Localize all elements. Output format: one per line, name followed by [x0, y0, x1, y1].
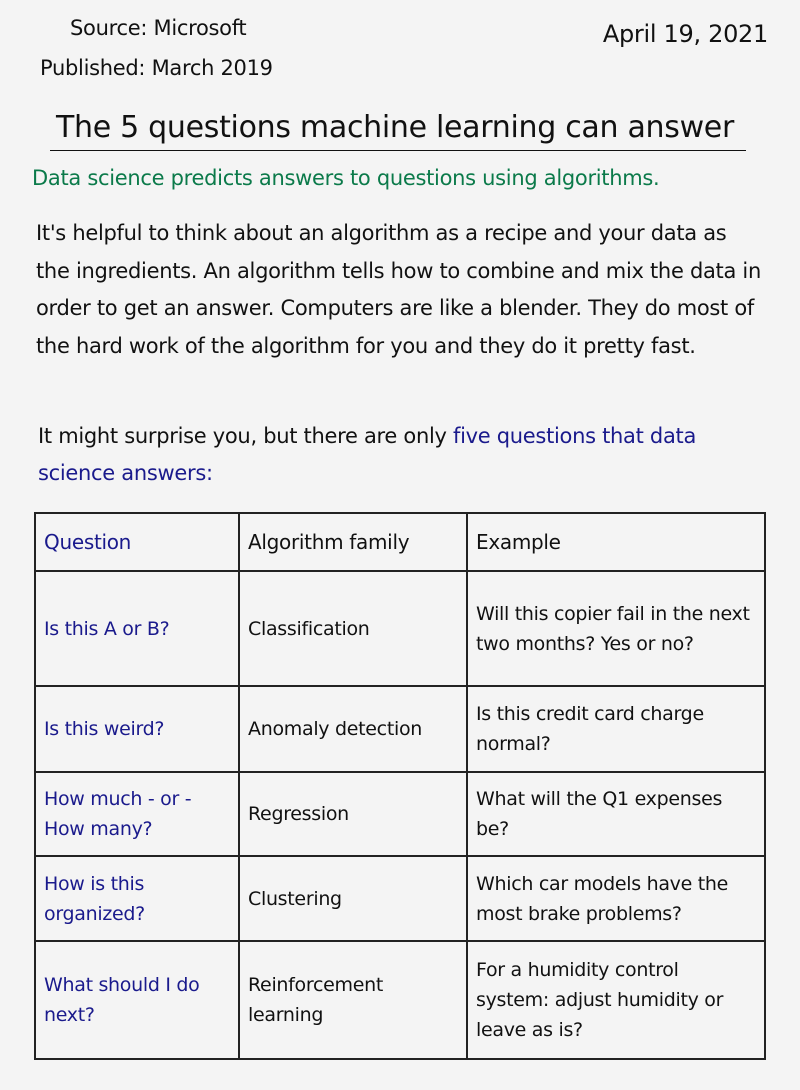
example-cell: For a humidity control system: adjust humidity or leave as is?	[467, 941, 765, 1059]
example-cell: What will the Q1 expenses be?	[467, 772, 765, 856]
example-cell: Which car models have the most brake problems?	[467, 856, 765, 941]
source-line	[70, 16, 246, 40]
family-cell: Reinforcement learning	[239, 941, 467, 1059]
example-cell: Will this copier fail in the next two months? Yes or no?	[467, 571, 765, 686]
family-cell: Classification	[239, 571, 467, 686]
question-cell: Is this weird?	[35, 686, 239, 772]
family-cell: Anomaly detection	[239, 686, 467, 772]
table-row	[35, 686, 765, 772]
table-row	[35, 571, 765, 686]
source-value: Microsoft	[153, 16, 247, 40]
example-cell: Is this credit card charge normal?	[467, 686, 765, 772]
table-row	[35, 941, 765, 1059]
published-value: March 2019	[151, 56, 273, 80]
body-paragraph: It's helpful to think about an algorithm as a recipe and your data as the ingredients. An algorithm tells how to combine and mix the data in order to get an answer. Computers are like a blender. They do most of the hard work of the algorithm for you and they do it pretty fast.	[36, 221, 761, 358]
page-title: The 5 questions machine learning can answer	[50, 108, 746, 151]
family-cell: Regression	[239, 772, 467, 856]
question-cell: Is this A or B?	[35, 571, 239, 686]
published-line	[40, 56, 273, 80]
question-cell: How much - or - How many?	[35, 772, 239, 856]
subtitle: Data science predicts answers to questions using algorithms.	[32, 166, 660, 190]
table-row	[35, 772, 765, 856]
intro-highlight: five questions that data science answers:	[38, 424, 697, 485]
table-row	[35, 856, 765, 941]
note-date: April 19, 2021	[602, 20, 768, 48]
table-header-row	[35, 513, 765, 571]
question-cell: How is this organized?	[35, 856, 239, 941]
source-label: Source:	[70, 16, 148, 40]
intro-text: It might surprise you, but there are only	[38, 424, 454, 448]
column-header-family: Algorithm family	[239, 513, 467, 571]
column-header-example: Example	[467, 513, 765, 571]
intro-paragraph	[38, 418, 758, 492]
question-cell: What should I do next?	[35, 941, 239, 1059]
published-label: Published:	[40, 56, 146, 80]
ml-questions-table	[34, 512, 766, 1060]
family-cell: Clustering	[239, 856, 467, 941]
column-header-question: Question	[35, 513, 239, 571]
